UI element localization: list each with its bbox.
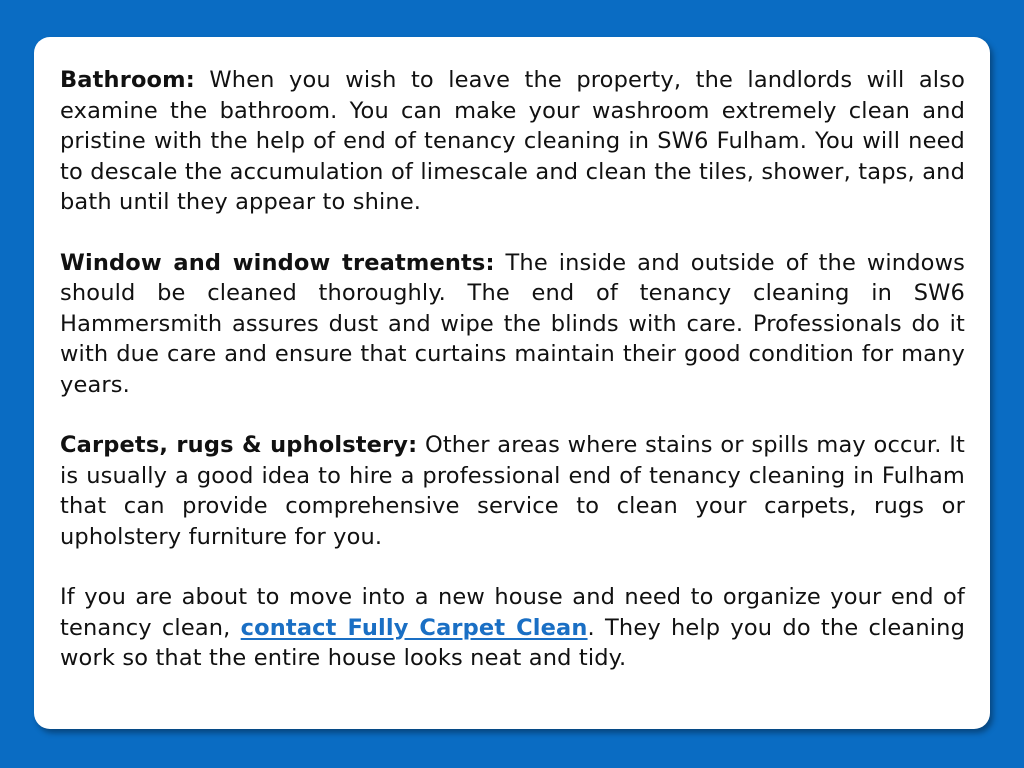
window-text: The inside and outside of the windows should be cleaned thoroughly. The end of tenancy cleaning in SW6 Hammersmith assures dust and wipe the blinds with care. Professionals do it with due care and ensure that curtains maintain their good condition for many years. <box>60 249 965 398</box>
window-heading: Window and window treatments: <box>60 249 495 276</box>
carpets-heading: Carpets, rugs & upholstery: <box>60 432 418 458</box>
closing-text-before: If you are about to move into a new house and need to organize your end of tenancy clean, <box>60 584 965 641</box>
closing-text-after: . They help you do the cleaning work so that the entire house looks neat and tidy. <box>60 614 966 671</box>
bathroom-paragraph <box>60 65 965 218</box>
contact-link[interactable]: contact Fully Carpet Clean <box>240 614 588 641</box>
content-card <box>34 37 990 729</box>
carpets-paragraph <box>60 430 965 552</box>
carpets-text: Other areas where stains or spills may occur. It is usually a good idea to hire a professional end of tenancy cleaning in Fulham that can provide comprehensive service to clean your carpets, rugs or upholstery furniture for you. <box>60 432 965 550</box>
bathroom-heading: Bathroom: <box>60 67 195 93</box>
bathroom-text: When you wish to leave the property, the landlords will also examine the bathroom. You can make your washroom extremely clean and pristine with the help of end of tenancy cleaning in SW6 Fulham. You will need to descale the accumulation of limescale and clean the tiles, shower, taps, and bath until they appear to shine. <box>60 67 965 215</box>
closing-paragraph <box>60 582 965 674</box>
window-paragraph <box>60 248 965 401</box>
